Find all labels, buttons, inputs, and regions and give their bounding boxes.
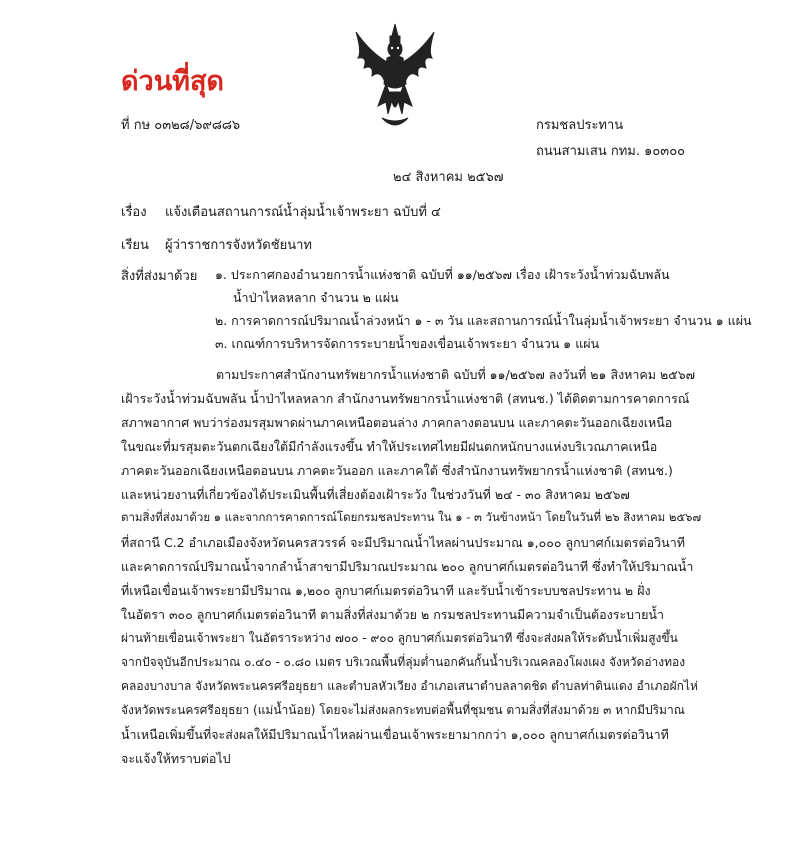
enclosures-label: สิ่งที่ส่งมาด้วย <box>121 269 198 284</box>
subject-row <box>121 201 441 222</box>
body-line: คลองบางบาล จังหวัดพระนครศรีอยุธยา และตำบลหัวเวียง อำเภอเสนาตำบลลาดชิด ตำบลท่าดินแดง อำเภอผักไห่ <box>121 679 698 693</box>
sender-address: ถนนสามเสน กทม. ๑๐๓๐๐ <box>536 144 686 159</box>
body-line: จากปัจจุบันอีกประมาณ ๐.๔๐ - ๐.๘๐ เมตร บริเวณพื้นที่ลุ่มต่ำนอกคันกั้นน้ำบริเวณคลองโผงเผง จังหวัดอ่างทอง <box>121 655 686 669</box>
body-line: น้ำเหนือเพิ่มขึ้นที่จะส่งผลให้มีปริมาณน้ำไหลผ่านเขื่อนเจ้าพระยามากกว่า ๑,๐๐๐ ลูกบาศก์เมตรต่อวินาที <box>121 727 669 742</box>
body-line: ในอัตรา ๓๐๐ ลูกบาศก์เมตรต่อวินาที ตามสิ่งที่ส่งมาด้วย ๒ กรมชลประทานมีความจำเป็นต้องระบายน้ำ <box>121 607 664 622</box>
reference-number: ที่ กษ ๐๓๒๘/๖๙๘๘๖ <box>121 118 241 133</box>
urgency-stamp: ด่วนที่สุด <box>121 66 224 97</box>
subject-value: แจ้งเตือนสถานการณ์น้ำลุ่มน้ำเจ้าพระยา ฉบับที่ ๔ <box>165 205 441 220</box>
body-line: และคาดการณ์ปริมาณน้ำจากลำน้ำสาขามีปริมาณประมาณ ๒๐๐ ลูกบาศก์เมตรต่อวินาที ซึ่งทำให้ปริมาณน้ำ <box>121 559 694 574</box>
body-line: ตามประกาศสำนักงานทรัพยากรน้ำแห่งชาติ ฉบับที่ ๑๑/๒๕๖๗ ลงวันที่ ๒๑ สิงหาคม ๒๕๖๗ <box>216 367 696 382</box>
recipient-label: เรียน <box>121 238 149 253</box>
body-line: ที่เหนือเขื่อนเจ้าพระยามีปริมาณ ๑,๒๐๐ ลูกบาศก์เมตรต่อวินาที และรับน้ำเข้าระบบชลประทาน ๒ ฝั่ง <box>121 583 651 598</box>
recipient-row <box>121 234 312 255</box>
body-line: จังหวัดพระนครศรีอยุธยา (แม่น้ำน้อย) โดยจะไม่ส่งผลกระทบต่อพื้นที่ชุมชน ตามสิ่งที่ส่งมาด้วย ๓ หากมีปริมาณ <box>121 703 685 717</box>
letter-date: ๒๔ สิงหาคม ๒๕๖๗ <box>393 170 504 185</box>
body-line: และหน่วยงานที่เกี่ยวข้องได้ประเมินพื้นที่เสี่ยงต้องเฝ้าระวัง ในช่วงวันที่ ๒๔ - ๓๐ สิงหาคม ๒๕๖๗ <box>121 487 630 502</box>
body-line: สภาพอากาศ พบว่าร่องมรสุมพาดผ่านภาคเหนือตอนล่าง ภาคกลางตอนบน และภาคตะวันออกเฉียงเหนือ <box>121 415 673 430</box>
enclosure-item: น้ำป่าไหลหลาก จำนวน ๒ แผ่น <box>233 290 399 305</box>
garuda-emblem-icon <box>352 22 438 132</box>
recipient-value: ผู้ว่าราชการจังหวัดชัยนาท <box>165 238 312 253</box>
body-line: ที่สถานี C.2 อำเภอเมืองจังหวัดนครสวรรค์ จะมีปริมาณน้ำไหลผ่านประมาณ ๑,๐๐๐ ลูกบาศก์เมตรต่อวินาที <box>121 535 685 550</box>
subject-label: เรื่อง <box>121 205 147 220</box>
enclosure-item: ๑. ประกาศกองอำนวยการน้ำแห่งชาติ ฉบับที่ ๑๑/๒๕๖๗ เรื่อง เฝ้าระวังน้ำท่วมฉับพลัน <box>215 267 670 282</box>
sender-organization: กรมชลประทาน <box>536 118 624 133</box>
body-line: ตามสิ่งที่ส่งมาด้วย ๑ และจากการคาดการณ์โดยกรมชลประทาน ใน ๑ - ๓ วันข้างหน้า โดยในวันที่ ๒๖ สิงหาคม ๒๕๖๗ <box>121 510 702 524</box>
body-line: ภาคตะวันออกเฉียงเหนือตอนบน ภาคตะวันออก และภาคใต้ ซึ่งสำนักงานทรัพยากรน้ำแห่งชาติ (สทนช.) <box>121 463 673 478</box>
body-line: ในขณะที่มรสุมตะวันตกเฉียงใต้มีกำลังแรงขึ้น ทำให้ประเทศไทยมีฝนตกหนักบางแห่งบริเวณภาคเหนือ <box>121 439 658 454</box>
body-line: จะแจ้งให้ทราบต่อไป <box>121 751 231 766</box>
enclosure-item: ๓. เกณฑ์การบริหารจัดการระบายน้ำของเขื่อนเจ้าพระยา จำนวน ๑ แผ่น <box>215 336 600 351</box>
body-line: เฝ้าระวังน้ำท่วมฉับพลัน น้ำป่าไหลหลาก สำนักงานทรัพยากรน้ำแห่งชาติ (สทนช.) ได้ติดตามการคาดการณ์ <box>121 391 690 406</box>
body-line: ผ่านท้ายเขื่อนเจ้าพระยา ในอัตราระหว่าง ๗๐๐ - ๙๐๐ ลูกบาศก์เมตรต่อวินาที ซึ่งจะส่งผลให้ระดับน้ำเพิ่มสูงขึ้น <box>121 631 678 645</box>
enclosure-item: ๒. การคาดการณ์ปริมาณน้ำล่วงหน้า ๑ - ๓ วัน และสถานการณ์น้ำในลุ่มน้ำเจ้าพระยา จำนวน ๑ แผ่น <box>215 313 752 328</box>
